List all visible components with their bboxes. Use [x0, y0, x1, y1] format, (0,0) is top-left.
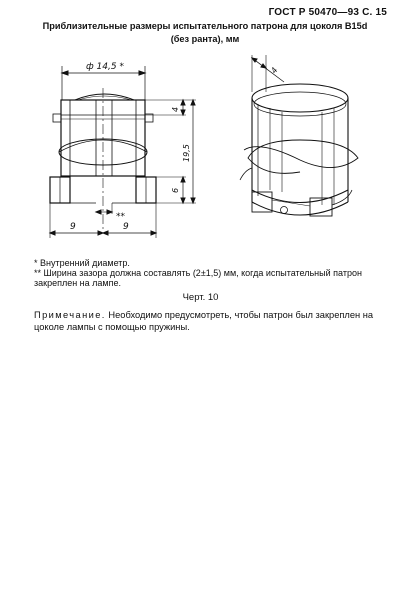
- dim-top-label: 4: [171, 106, 180, 112]
- perspective-view-drawing: [240, 55, 358, 216]
- dim-gap-mark-label: **: [116, 212, 125, 222]
- note-label: Примечание.: [34, 310, 106, 320]
- dim-height-label: 19,5: [182, 144, 191, 162]
- dim-left-width-label: 9: [70, 222, 76, 232]
- dim-diameter-label: ф 14,5 *: [86, 62, 124, 72]
- footnote-1: * Внутренний диаметр.: [34, 258, 130, 268]
- note-paragraph: [34, 309, 386, 333]
- dim-bottom-label: 6: [171, 187, 180, 193]
- dim-right-width-label: 9: [123, 222, 129, 232]
- footnote-2: ** Ширина зазора должна составлять (2±1,5) мм, когда испытательный патрон закреплен на лампе.: [34, 268, 362, 288]
- note-text: Необходимо предусмотреть, чтобы патрон был закреплен на цоколе лампы с помощью пружины.: [34, 310, 374, 332]
- figure-caption: Черт. 10: [182, 292, 219, 303]
- dim-perspective-label: 4: [269, 65, 280, 76]
- figure-title-line-2: (без ранта), мм: [170, 34, 240, 44]
- page-header: ГОСТ Р 50470—93 С. 15: [268, 7, 387, 18]
- technical-drawing: [0, 0, 401, 250]
- figure-title-line-1: Приблизительные размеры испытательного патрона для цоколя B15d: [42, 21, 368, 31]
